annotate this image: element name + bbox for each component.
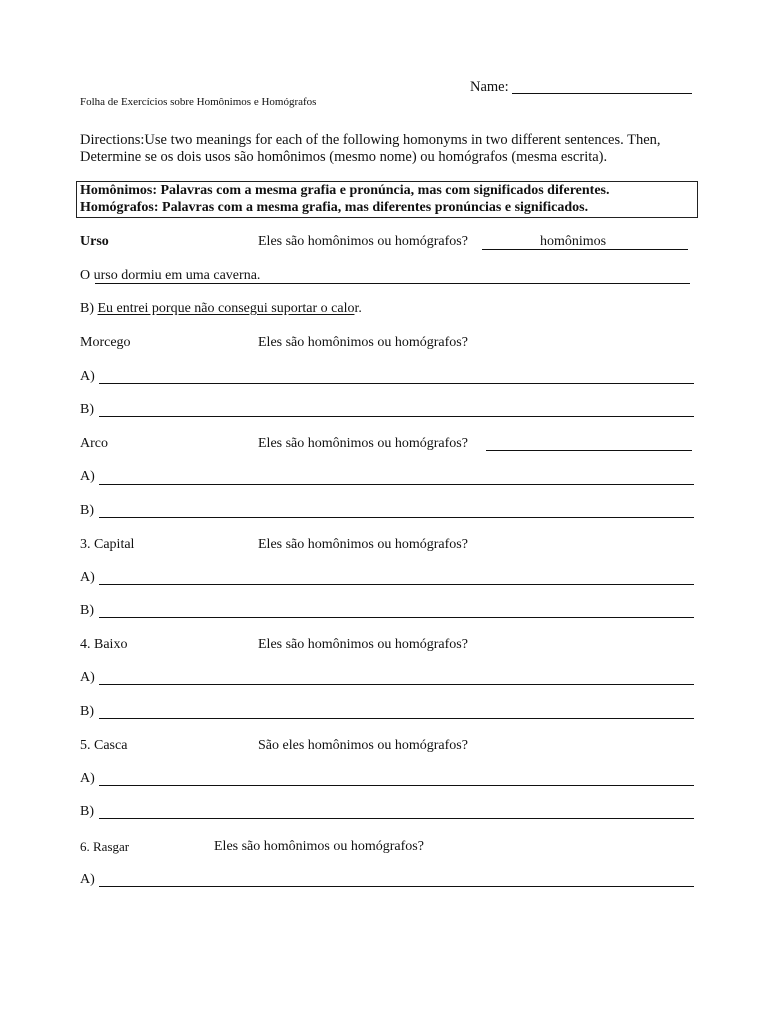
answer-a-line[interactable]: [99, 484, 694, 485]
answer-a-label: A): [80, 469, 95, 484]
answer-b-label: B): [80, 503, 94, 518]
answer-b-line[interactable]: [99, 416, 694, 417]
answer-b-label: B): [80, 704, 94, 719]
directions-line-1: Directions:Use two meanings for each of the following homonyms in two different sentences. Then,: [80, 132, 661, 148]
definition-homonyms: Homônimos: Palavras com a mesma grafia e pronúncia, mas com significados diferentes.: [80, 183, 610, 198]
exercise-question: Eles são homônimos ou homógrafos?: [258, 537, 468, 552]
name-label: Name:: [470, 79, 509, 95]
answer-b-label: B): [80, 603, 94, 618]
answer-b-line[interactable]: [99, 718, 694, 719]
definition-homographs: Homógrafos: Palavras com a mesma grafia, mas diferentes pronúncias e significados.: [80, 200, 589, 215]
exercise-word: 5. Casca: [80, 738, 128, 753]
example-sentence-b-text: Eu entrei porque não consegui suportar o calo: [97, 301, 355, 316]
example-answer: homônimos: [540, 234, 607, 249]
answer-a-line[interactable]: [99, 684, 694, 685]
answer-a-label: A): [80, 771, 95, 786]
worksheet-title: Folha de Exercícios sobre Homônimos e Homógrafos: [80, 96, 317, 108]
exercise-word: 4. Baixo: [80, 637, 128, 652]
answer-a-line[interactable]: [99, 383, 694, 384]
answer-b-line[interactable]: [99, 517, 694, 518]
exercise-word: 3. Capital: [80, 537, 135, 552]
example-word: Urso: [80, 234, 109, 249]
answer-b-line[interactable]: [99, 818, 694, 819]
example-sentence-a-text: rso dormiu em uma caverna.: [100, 268, 261, 283]
exercise-question: Eles são homônimos ou homógrafos?: [214, 839, 424, 854]
answer-a-line[interactable]: [99, 886, 694, 887]
exercise-word: Arco: [80, 436, 108, 451]
answer-b-label: B): [80, 402, 94, 417]
answer-a-line[interactable]: [99, 584, 694, 585]
answer-a-label: A): [80, 570, 95, 585]
answer-b-line[interactable]: [99, 617, 694, 618]
exercise-question: Eles são homônimos ou homógrafos?: [258, 335, 468, 350]
example-question: Eles são homônimos ou homógrafos?: [258, 234, 468, 249]
example-sentence-b-prefix: B): [80, 301, 94, 316]
answer-b-label: B): [80, 804, 94, 819]
example-sentence-b: [80, 301, 362, 317]
answer-a-label: A): [80, 872, 95, 887]
example-sentence-a-prefix: O u: [80, 268, 101, 283]
exercise-answer-line[interactable]: [486, 450, 692, 451]
directions-line-2: Determine se os dois usos são homônimos (mesmo nome) ou homógrafos (mesma escrita).: [80, 149, 608, 165]
exercise-question: São eles homônimos ou homógrafos?: [258, 738, 468, 753]
answer-a-label: A): [80, 369, 95, 384]
exercise-word: 6. Rasgar: [80, 839, 130, 854]
answer-a-line[interactable]: [99, 785, 694, 786]
answer-a-label: A): [80, 670, 95, 685]
exercise-word: Morcego: [80, 335, 131, 350]
exercise-question: Eles são homônimos ou homógrafos?: [258, 637, 468, 652]
name-input-line[interactable]: [512, 93, 692, 94]
exercise-question: Eles são homônimos ou homógrafos?: [258, 436, 468, 451]
example-sentence-a-line: [95, 283, 690, 284]
example-sentence-a: [80, 268, 260, 284]
example-sentence-b-suffix: r.: [354, 301, 362, 316]
